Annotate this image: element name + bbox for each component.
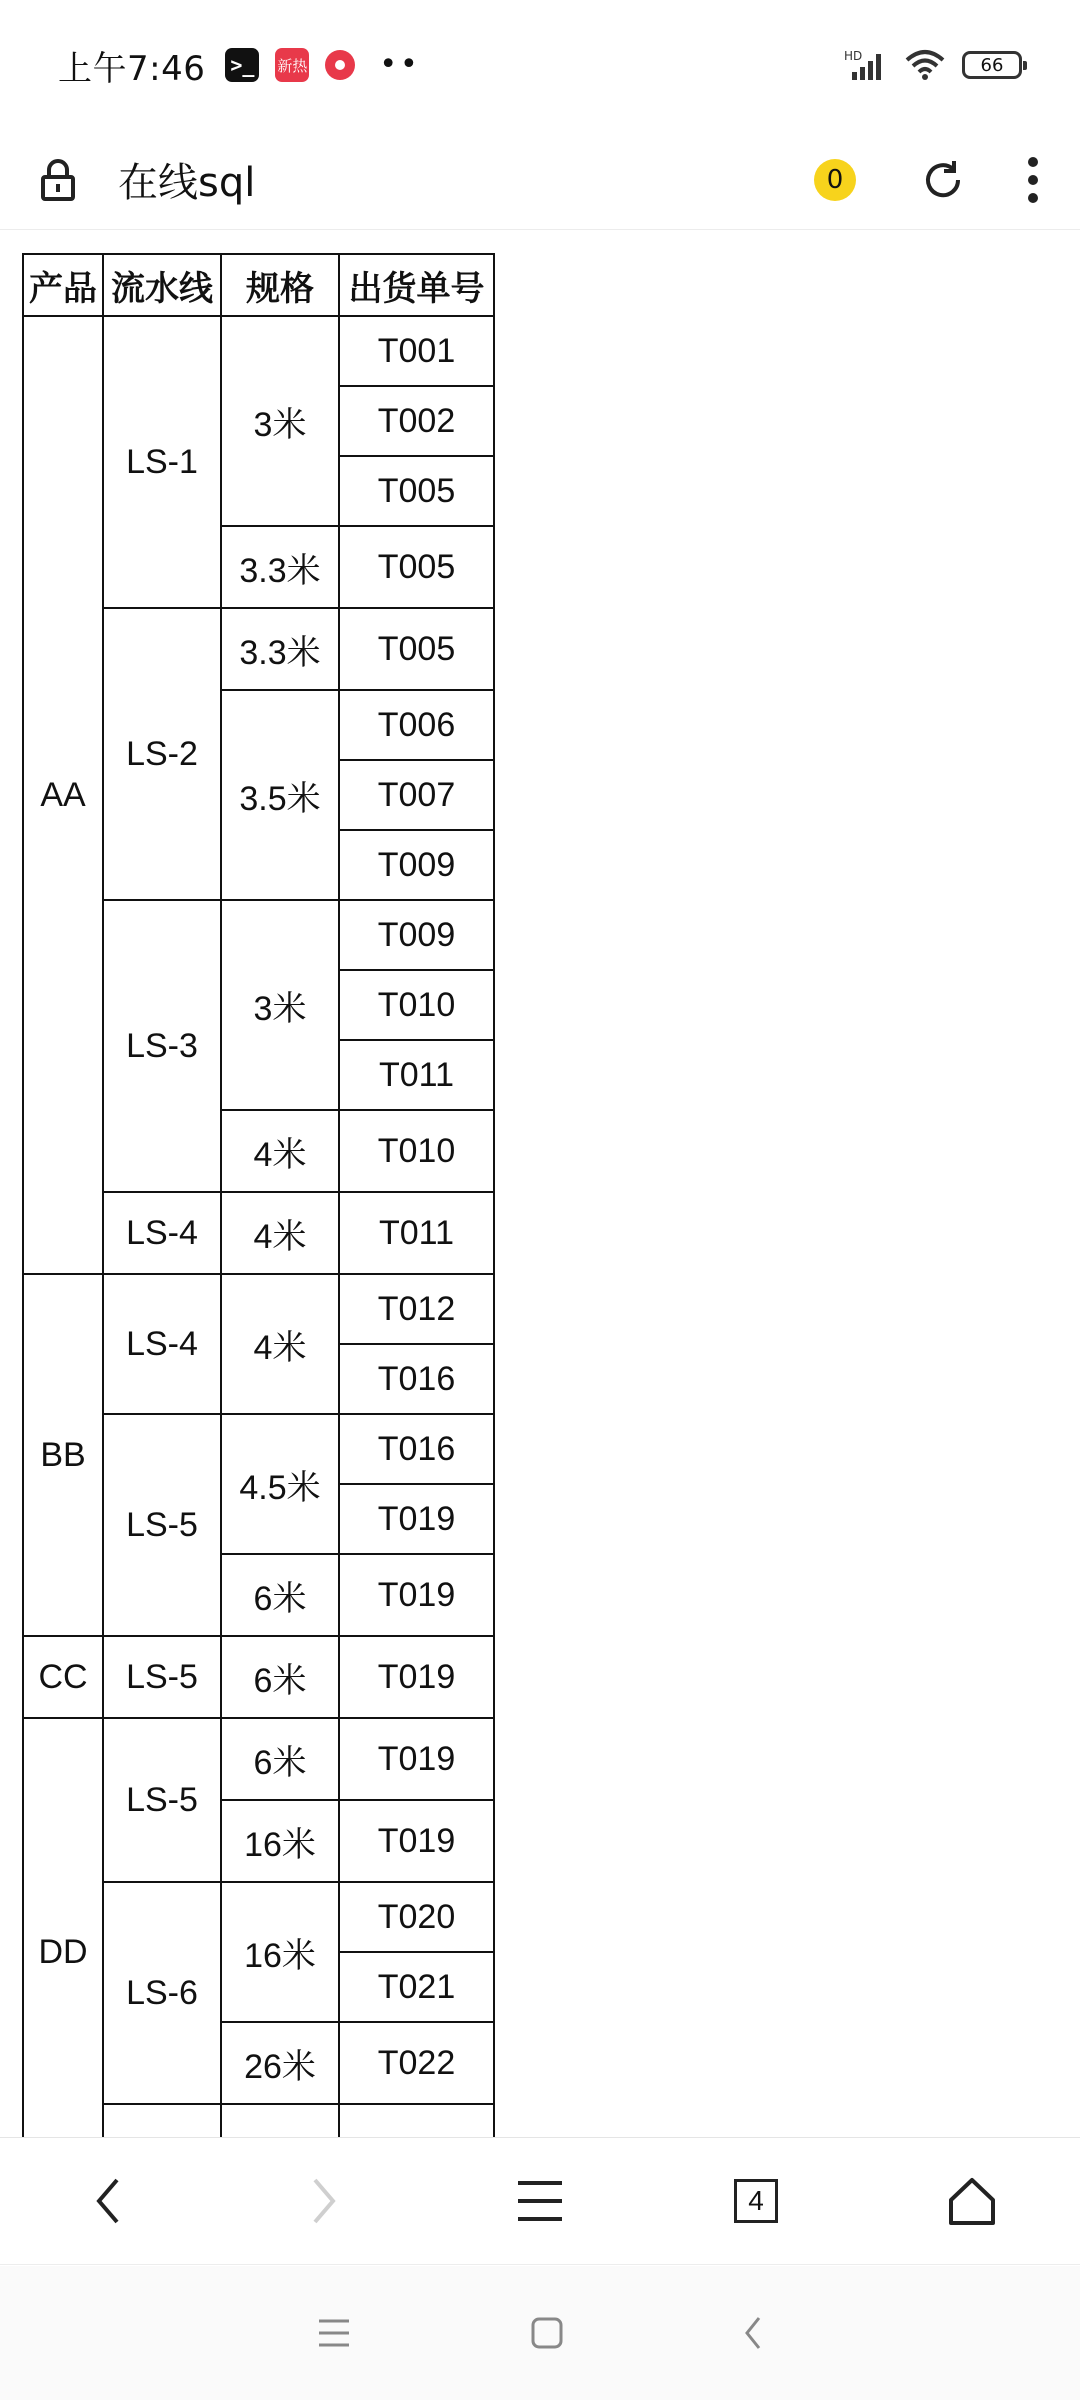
forward-button[interactable]	[269, 2151, 379, 2251]
result-table	[22, 253, 495, 2137]
notification-icons	[225, 48, 420, 82]
line-cell: LS-5	[103, 1636, 221, 1718]
hamburger-menu-icon	[516, 2179, 564, 2223]
order-cell: T010	[339, 970, 494, 1040]
tabs-count-icon: 4	[734, 2179, 778, 2223]
column-header: 产品	[23, 254, 103, 316]
line-cell: LS-2	[103, 608, 221, 900]
order-cell: T007	[339, 760, 494, 830]
refresh-icon[interactable]	[920, 157, 966, 203]
battery-icon: 66	[962, 51, 1022, 79]
product-cell: BB	[23, 1274, 103, 1636]
table-row	[23, 1274, 494, 1344]
recent-apps-icon[interactable]	[317, 2318, 351, 2348]
order-cell: T019	[339, 1484, 494, 1554]
network-type-label: HD	[844, 49, 863, 63]
menu-button[interactable]	[485, 2151, 595, 2251]
order-cell: T012	[339, 1274, 494, 1344]
spec-cell: 3.3米	[221, 608, 339, 690]
spec-cell: 4米	[221, 1192, 339, 1274]
home-icon	[947, 2176, 997, 2226]
order-cell: T006	[339, 690, 494, 760]
spec-cell: 6米	[221, 1636, 339, 1718]
order-cell: T019	[339, 1636, 494, 1718]
home-square-icon[interactable]	[531, 2317, 563, 2349]
order-cell: T011	[339, 1040, 494, 1110]
order-cell: T005	[339, 608, 494, 690]
line-cell	[103, 2104, 221, 2137]
line-cell: LS-3	[103, 900, 221, 1192]
order-cell: T019	[339, 1800, 494, 1882]
tabs-button[interactable]	[701, 2151, 811, 2251]
table-row	[23, 1718, 494, 1800]
wifi-icon	[904, 48, 946, 82]
chevron-right-icon	[309, 2176, 339, 2226]
order-cell: T016	[339, 1344, 494, 1414]
system-nav-bar	[0, 2266, 1080, 2400]
status-right	[844, 48, 1022, 82]
order-cell: T009	[339, 900, 494, 970]
order-cell	[339, 2104, 494, 2137]
line-cell: LS-1	[103, 316, 221, 608]
spec-cell: 3.5米	[221, 690, 339, 900]
spec-cell: 16米	[221, 1800, 339, 1882]
spec-cell: 6米	[221, 1554, 339, 1636]
line-cell: LS-4	[103, 1274, 221, 1414]
product-cell: AA	[23, 316, 103, 1274]
spec-cell	[221, 2104, 339, 2137]
product-cell: DD	[23, 1718, 103, 2137]
line-cell: LS-5	[103, 1414, 221, 1636]
product-cell: CC	[23, 1636, 103, 1718]
order-cell: T016	[339, 1414, 494, 1484]
column-header: 出货单号	[339, 254, 494, 316]
notification-count-badge[interactable]: 0	[814, 159, 856, 201]
line-cell: LS-5	[103, 1718, 221, 1882]
system-back-icon[interactable]	[743, 2316, 763, 2350]
order-cell: T019	[339, 1554, 494, 1636]
column-header: 流水线	[103, 254, 221, 316]
order-cell: T020	[339, 1882, 494, 1952]
lock-icon[interactable]	[40, 158, 76, 202]
more-notifications-icon: ••	[379, 47, 421, 82]
spec-cell: 6米	[221, 1718, 339, 1800]
table-header-row	[23, 254, 494, 316]
order-cell: T009	[339, 830, 494, 900]
order-cell: T005	[339, 526, 494, 608]
spec-cell: 3米	[221, 316, 339, 526]
column-header: 规格	[221, 254, 339, 316]
back-button[interactable]	[53, 2151, 163, 2251]
news-app-icon: 新热	[275, 48, 309, 82]
page-content	[0, 231, 1080, 2137]
spec-cell: 4米	[221, 1110, 339, 1192]
chevron-left-icon	[93, 2176, 123, 2226]
order-cell: T010	[339, 1110, 494, 1192]
order-cell: T001	[339, 316, 494, 386]
terminal-app-icon: >_	[225, 48, 259, 82]
browser-toolbar	[0, 130, 1080, 230]
page-title[interactable]: 在线sql	[118, 160, 256, 206]
spec-cell: 16米	[221, 1882, 339, 2022]
order-cell: T021	[339, 1952, 494, 2022]
video-app-icon	[325, 50, 355, 80]
signal-icon	[844, 48, 888, 82]
table-row	[23, 1636, 494, 1718]
order-cell: T002	[339, 386, 494, 456]
line-cell: LS-4	[103, 1192, 221, 1274]
spec-cell: 4.5米	[221, 1414, 339, 1554]
order-cell: T005	[339, 456, 494, 526]
order-cell: T011	[339, 1192, 494, 1274]
order-cell: T022	[339, 2022, 494, 2104]
spec-cell: 3.3米	[221, 526, 339, 608]
spec-cell: 4米	[221, 1274, 339, 1414]
browser-bottom-nav	[0, 2137, 1080, 2265]
status-bar	[0, 0, 1080, 130]
status-time: 上午7:46	[58, 48, 206, 89]
spec-cell: 3米	[221, 900, 339, 1110]
home-button[interactable]	[917, 2151, 1027, 2251]
line-cell: LS-6	[103, 1882, 221, 2104]
table-row	[23, 316, 494, 386]
spec-cell: 26米	[221, 2022, 339, 2104]
more-menu-icon[interactable]	[1026, 156, 1040, 204]
order-cell: T019	[339, 1718, 494, 1800]
